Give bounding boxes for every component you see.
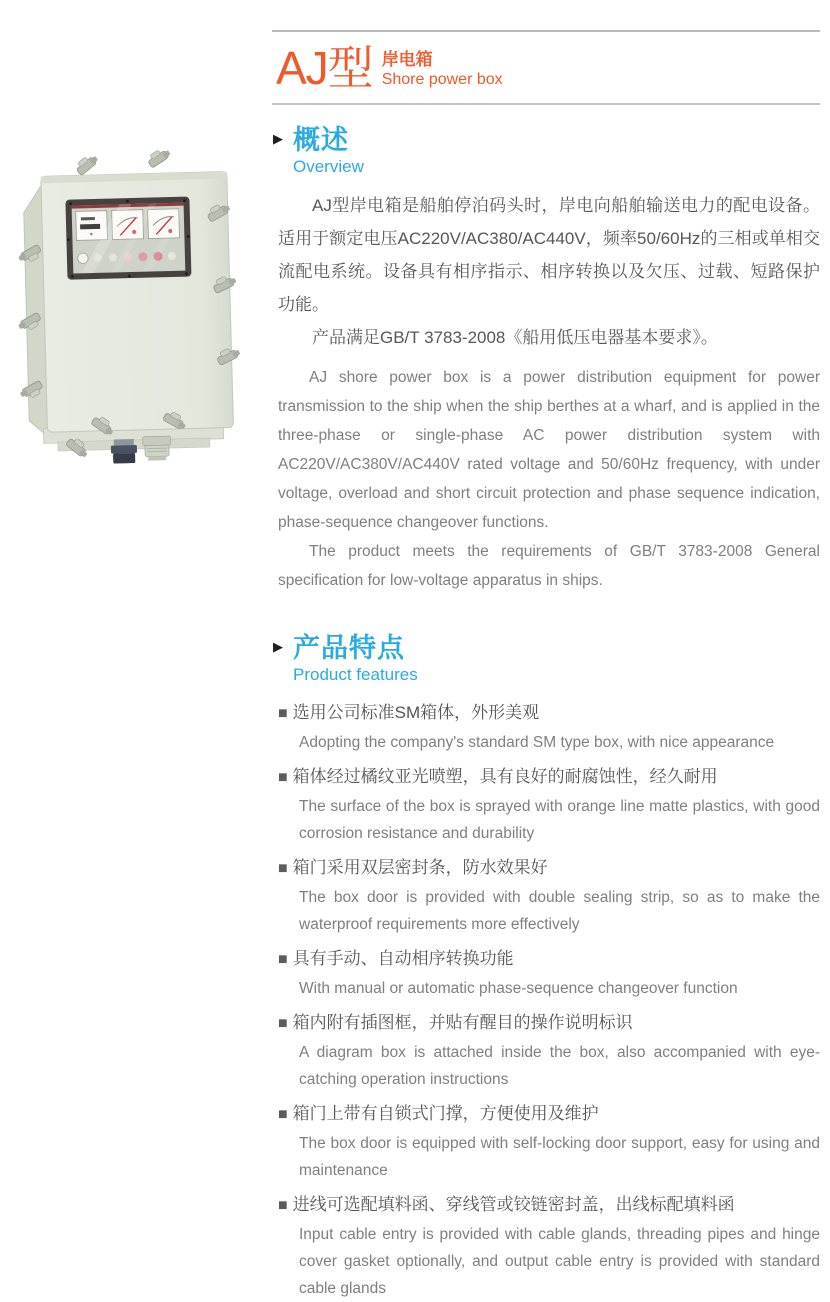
feature-en: The surface of the box is sprayed with orange line matte plastics, with good corrosion resistance and durability: [299, 798, 820, 842]
features-heading: [272, 633, 820, 663]
feature-en: The box door is equipped with self-locking door support, easy for using and maintenance: [299, 1135, 820, 1179]
feature-cn: [278, 1191, 820, 1219]
features-heading-cn: 产品特点: [293, 633, 405, 663]
overview-paragraph-cn-2: 产品满足GB/T 3783-2008《船用低压电器基本要求》。: [312, 328, 718, 347]
feature-cn: [278, 854, 820, 882]
feature-cn: [278, 699, 820, 727]
triangle-marker-icon: ▶: [273, 639, 283, 654]
feature-cn-text: 箱内附有插图框，并贴有醒目的操作说明标识: [292, 1013, 633, 1032]
overview-paragraph-en-1: AJ shore power box is a power distribution equipment for power transmission to the ship when the ship berthes at a wharf, and is applied in the three-phase or single-phase AC power distribution system with AC220V/AC380V/AC440V rated voltage and 50/60Hz frequency, with under voltage, overload and short circuit protection and phase sequence indication, phase-sequence changeover functions.: [278, 369, 820, 531]
product-name: [382, 42, 503, 90]
feature-en: With manual or automatic phase-sequence changeover function: [299, 980, 738, 997]
product-photo: [10, 138, 256, 456]
overview-paragraph-en-2: The product meets the requirements of GB/T 3783-2008 General specification for low-voltage apparatus in ships.: [278, 543, 820, 589]
square-bullet-icon: ■: [278, 1197, 288, 1214]
feature-item: [278, 854, 820, 938]
model-name: AJ型: [276, 42, 373, 94]
feature-cn-text: 箱门采用双层密封条，防水效果好: [292, 858, 548, 877]
square-bullet-icon: ■: [278, 769, 288, 786]
feature-cn-text: 选用公司标准SM箱体，外形美观: [292, 703, 540, 722]
square-bullet-icon: ■: [278, 1015, 288, 1032]
feature-cn-text: 具有手动、自动相序转换功能: [292, 949, 514, 968]
feature-item: [278, 945, 820, 1002]
feature-item: [278, 763, 820, 847]
triangle-marker-icon: ▶: [273, 131, 283, 146]
title-divider: [272, 103, 820, 105]
feature-item: [278, 1009, 820, 1093]
feature-cn: [278, 945, 820, 973]
feature-cn: [278, 1009, 820, 1037]
feature-cn: [278, 1100, 820, 1128]
content-column: [272, 0, 820, 1302]
box-body: [13, 144, 244, 466]
feature-cn-text: 进线可选配填料函、穿线管或铰链密封盖，出线标配填料函: [292, 1195, 735, 1214]
overview-heading: [272, 125, 820, 155]
feature-item: [278, 1100, 820, 1184]
feature-en: Input cable entry is provided with cable glands, threading pipes and hinge cover gasket optionally, and output cable entry is provided with standard cable glands: [299, 1226, 820, 1297]
features-heading-en: Product features: [293, 665, 418, 684]
features-section: [272, 633, 820, 1302]
feature-item: [278, 1191, 820, 1302]
feature-cn-text: 箱体经过橘纹亚光喷塑，具有良好的耐腐蚀性，经久耐用: [292, 767, 718, 786]
feature-item: [278, 699, 820, 756]
square-bullet-icon: ■: [278, 860, 288, 877]
square-bullet-icon: ■: [278, 951, 288, 968]
feature-cn: [278, 763, 820, 791]
overview-section: [272, 125, 820, 595]
feature-cn-text: 箱门上带有自锁式门撑，方便使用及维护: [292, 1104, 599, 1123]
product-name-en: Shore power box: [381, 71, 503, 88]
feature-list: [278, 699, 820, 1302]
shore-power-box-photo: [10, 138, 256, 456]
feature-en: A diagram box is attached inside the box, also accompanied with eye-catching operation instructions: [299, 1044, 820, 1088]
overview-heading-cn: 概述: [293, 125, 349, 155]
square-bullet-icon: ■: [278, 1106, 288, 1123]
square-bullet-icon: ■: [278, 705, 288, 722]
overview-heading-en: Overview: [293, 157, 364, 176]
product-name-cn: 岸电箱: [381, 50, 433, 69]
page-title: [272, 32, 820, 103]
meter-window: [65, 196, 191, 279]
overview-paragraph-cn-1: AJ型岸电箱是船舶停泊码头时，岸电向船舶输送电力的配电设备。适用于额定电压AC220V/AC380/AC440V，频率50/60Hz的三相或单相交流配电系统。设备具有相序指示、相序转换以及欠压、过载、短路保护功能。: [278, 196, 820, 314]
feature-en: The box door is provided with double sealing strip, so as to make the waterproof requirements more effectively: [299, 889, 820, 933]
feature-en: Adopting the company's standard SM type box, with nice appearance: [299, 734, 775, 751]
